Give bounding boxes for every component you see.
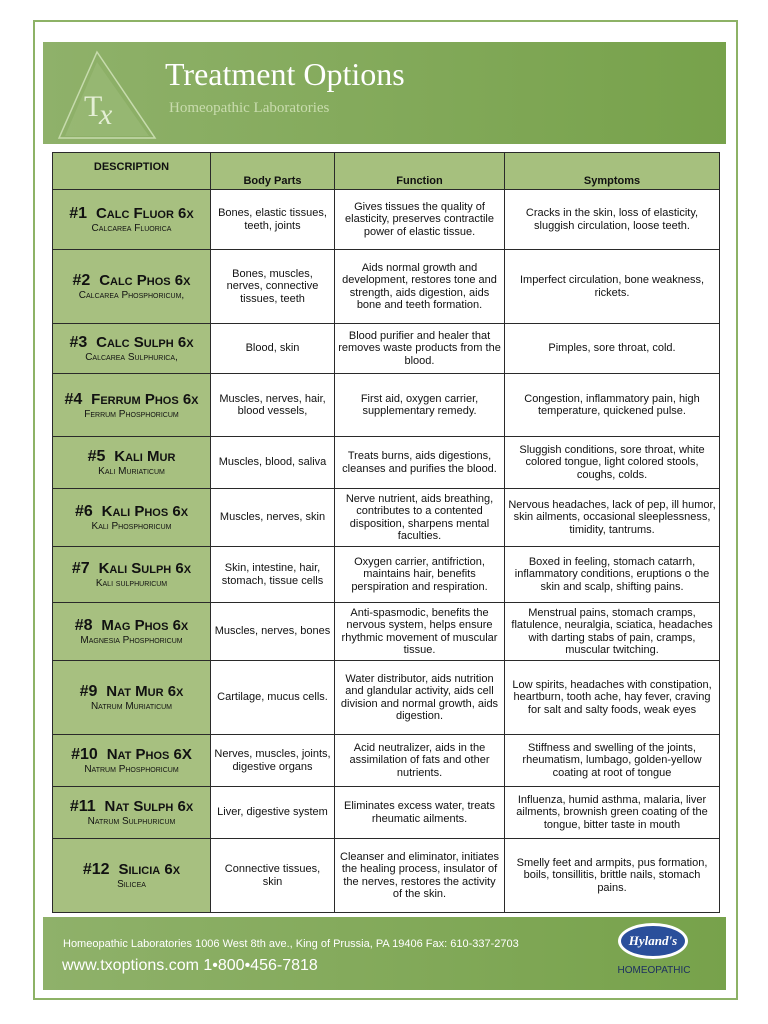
header-banner: [43, 42, 726, 144]
column-header-description: DESCRIPTION: [53, 153, 211, 190]
remedy-latin: Magnesia Phosphoricum: [80, 635, 183, 646]
body-parts-cell: Muscles, blood, saliva: [211, 437, 335, 489]
remedy-title: [56, 746, 207, 764]
remedy-latin: Natrum Sulphuricum: [87, 816, 176, 827]
function-cell: Aids normal growth and development, restores tone and strength, aids digestion, aids bone and teeth formation.: [335, 250, 505, 324]
table-header-row: [53, 153, 720, 190]
body-parts-cell: Muscles, nerves, hair, blood vessels,: [211, 374, 335, 437]
remedy-title: [56, 391, 207, 409]
remedy-description: [53, 437, 211, 489]
symptoms-cell: Influenza, humid asthma, malaria, liver ailments, brownish green coating of the tongue, bitter taste in mouth: [505, 787, 720, 839]
table-row: [53, 437, 720, 489]
remedy-latin: Kali sulphuricum: [95, 578, 168, 589]
footer-address: Homeopathic Laboratories 1006 West 8th ave., King of Prussia, PA 19406 Fax: 610-337-2703: [63, 938, 519, 950]
remedy-description: [53, 324, 211, 374]
remedy-name: Kali Sulph 6x: [98, 560, 192, 577]
symptoms-cell: Sluggish conditions, sore throat, white colored tongue, light colored stools, coughs, colds.: [505, 437, 720, 489]
column-header-function: Function: [335, 153, 505, 190]
table-row: [53, 374, 720, 437]
remedy-number: #8: [74, 617, 93, 634]
table-row: [53, 735, 720, 787]
remedy-description: [53, 374, 211, 437]
remedy-description: [53, 787, 211, 839]
function-cell: Cleanser and eliminator, initiates the healing process, insulator of the nerves, restores the activity of the skin.: [335, 839, 505, 913]
remedy-number: #6: [74, 503, 93, 520]
remedy-latin: Natrum Phosphoricum: [84, 764, 179, 775]
function-cell: Gives tissues the quality of elasticity, preserves contractile power of elastic tissue.: [335, 190, 505, 250]
symptoms-cell: Imperfect circulation, bone weakness, rickets.: [505, 250, 720, 324]
svg-text:T: T: [84, 90, 103, 123]
remedy-name: Calc Sulph 6x: [96, 334, 194, 351]
remedy-number: #12: [82, 861, 110, 878]
svg-text:x: x: [99, 98, 113, 131]
table-row: [53, 324, 720, 374]
body-parts-cell: Liver, digestive system: [211, 787, 335, 839]
tx-logo: [57, 46, 157, 140]
remedy-name: Calc Phos 6x: [99, 272, 191, 289]
remedy-latin: Ferrum Phosphoricum: [84, 408, 179, 420]
remedy-latin: Silicea: [117, 879, 146, 890]
remedy-latin: Calcarea Sulphurica,: [85, 352, 178, 363]
remedy-title: [56, 448, 207, 466]
remedy-description: [53, 661, 211, 735]
function-cell: Oxygen carrier, antifriction, maintains hair, benefits perspiration and respiration.: [335, 547, 505, 603]
table-row: [53, 787, 720, 839]
body-parts-cell: Bones, elastic tissues, teeth, joints: [211, 190, 335, 250]
remedy-latin: Natrum Muriaticum: [90, 701, 173, 712]
symptoms-cell: Congestion, inflammatory pain, high temperature, quickened pulse.: [505, 374, 720, 437]
symptoms-cell: Stiffness and swelling of the joints, rheumatism, lumbago, golden-yellow coating at root of tongue: [505, 735, 720, 787]
remedy-number: #9: [79, 683, 98, 700]
remedy-description: [53, 603, 211, 661]
remedy-description: [53, 190, 211, 250]
remedy-name: Kali Mur: [114, 448, 176, 465]
column-header-symptoms: Symptoms: [505, 153, 720, 190]
remedy-latin: Calcarea Fluorica: [91, 223, 172, 234]
function-cell: Water distributor, aids nutrition and glandular activity, aids cell division and normal growth, aids digestion.: [335, 661, 505, 735]
remedy-name: Mag Phos 6x: [101, 617, 189, 634]
remedy-title: [56, 798, 207, 816]
remedy-title: [56, 560, 207, 578]
body-parts-cell: Blood, skin: [211, 324, 335, 374]
remedy-latin: Kali Phosphoricum: [91, 521, 172, 532]
table-row: [53, 661, 720, 735]
remedies-table: [52, 152, 720, 913]
table-row: [53, 250, 720, 324]
function-cell: Eliminates excess water, treats rheumatic ailments.: [335, 787, 505, 839]
table-row: [53, 547, 720, 603]
remedy-description: [53, 250, 211, 324]
function-cell: Blood purifier and healer that removes waste products from the blood.: [335, 324, 505, 374]
footer-website-phone: www.txoptions.com 1•800•456-7818: [62, 957, 318, 974]
remedy-name: Silicia 6x: [118, 861, 181, 878]
symptoms-cell: Menstrual pains, stomach cramps, flatulence, neuralgia, sciatica, headaches with darting stabs of pain, cramps, muscular twitching.: [505, 603, 720, 661]
body-parts-cell: Muscles, nerves, bones: [211, 603, 335, 661]
remedy-name: Kali Phos 6x: [101, 503, 189, 520]
remedy-latin: Calcarea Phosphoricum,: [78, 290, 185, 301]
remedy-number: #2: [72, 272, 91, 289]
remedy-latin: Kali Muriaticum: [98, 466, 165, 477]
hylands-logo: Hyland's: [618, 923, 688, 959]
symptoms-cell: Low spirits, headaches with constipation, heartburn, tooth ache, hay fever, craving for salt and salty foods, weak eyes: [505, 661, 720, 735]
remedy-number: #10: [71, 746, 98, 763]
symptoms-cell: Cracks in the skin, loss of elasticity, sluggish circulation, loose teeth.: [505, 190, 720, 250]
page-title: Treatment Options: [165, 56, 405, 92]
column-header-body-parts: Body Parts: [211, 153, 335, 190]
remedy-name: Ferrum Phos 6x: [91, 390, 199, 408]
table-row: [53, 603, 720, 661]
body-parts-cell: Nerves, muscles, joints, digestive organs: [211, 735, 335, 787]
remedy-number: #4: [64, 390, 83, 408]
function-cell: Nerve nutrient, aids breathing, contributes to a contented disposition, sharpens mental faculties.: [335, 489, 505, 547]
remedy-description: [53, 547, 211, 603]
remedy-title: [56, 334, 207, 352]
remedy-name: Nat Sulph 6x: [104, 798, 194, 815]
remedy-number: #7: [71, 560, 90, 577]
function-cell: Anti-spasmodic, benefits the nervous system, helps ensure rhythmic movement of muscular tissue.: [335, 603, 505, 661]
remedy-title: [56, 503, 207, 521]
remedy-title: [56, 205, 207, 223]
remedy-number: #3: [69, 334, 88, 351]
body-parts-cell: Connective tissues, skin: [211, 839, 335, 913]
function-cell: Treats burns, aids digestions, cleanses and purifies the blood.: [335, 437, 505, 489]
table-row: [53, 489, 720, 547]
table-row: [53, 190, 720, 250]
table-row: [53, 839, 720, 913]
symptoms-cell: Nervous headaches, lack of pep, ill humor, skin ailments, occasional sleeplessness, timidity, tantrums.: [505, 489, 720, 547]
function-cell: First aid, oxygen carrier, supplementary remedy.: [335, 374, 505, 437]
body-parts-cell: Skin, intestine, hair, stomach, tissue cells: [211, 547, 335, 603]
symptoms-cell: Smelly feet and armpits, pus formation, boils, tonsillitis, brittle nails, stomach pains.: [505, 839, 720, 913]
page-subtitle: Homeopathic Laboratories: [169, 100, 330, 116]
remedy-name: Nat Phos 6X: [106, 746, 192, 763]
remedy-description: [53, 735, 211, 787]
body-parts-cell: Muscles, nerves, skin: [211, 489, 335, 547]
hylands-tagline: HOMEOPATHIC: [617, 965, 691, 976]
remedy-name: Nat Mur 6x: [106, 683, 184, 700]
remedy-name: Calc Fluor 6x: [95, 205, 194, 222]
remedy-number: #11: [69, 798, 96, 815]
symptoms-cell: Boxed in feeling, stomach catarrh, inflammatory conditions, eruptions o the skin and scalp, shifting pains.: [505, 547, 720, 603]
remedy-number: #1: [69, 205, 88, 222]
body-parts-cell: Bones, muscles, nerves, connective tissues, teeth: [211, 250, 335, 324]
remedy-title: [56, 861, 207, 879]
symptoms-cell: Pimples, sore throat, cold.: [505, 324, 720, 374]
body-parts-cell: Cartilage, mucus cells.: [211, 661, 335, 735]
remedy-title: [56, 617, 207, 635]
remedy-title: [56, 683, 207, 701]
remedy-description: [53, 839, 211, 913]
function-cell: Acid neutralizer, aids in the assimilation of fats and other nutrients.: [335, 735, 505, 787]
remedy-number: #5: [87, 448, 106, 465]
remedy-description: [53, 489, 211, 547]
footer-banner: [43, 917, 726, 990]
remedy-title: [56, 272, 207, 290]
